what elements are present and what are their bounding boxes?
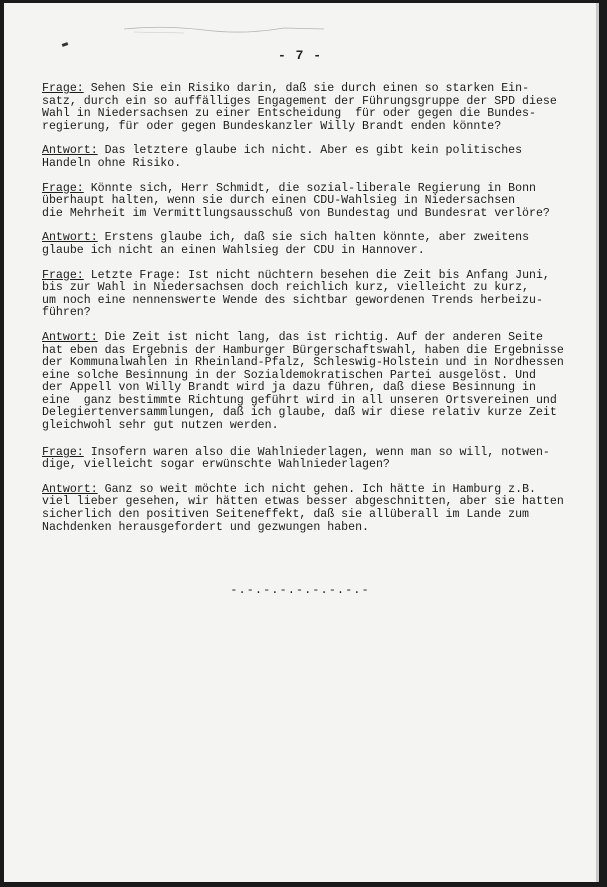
- line-text: um noch eine nennenswerte Wende des sichtbar gewordenen Trends herbeizu-: [42, 293, 543, 307]
- line-text: gleichwohl sehr gut nutzen werden.: [42, 419, 279, 433]
- paragraph-question: [42, 447, 572, 472]
- paragraph-answer: [42, 232, 572, 257]
- scan-mark: [62, 42, 69, 47]
- line-text: Letzte Frage: Ist nicht nüchtern besehen die Zeit bis Anfang Juni,: [83, 268, 550, 282]
- speaker-label: Antwort:: [42, 330, 98, 344]
- paragraph-answer: [42, 332, 572, 433]
- speaker-label: Antwort:: [42, 231, 98, 245]
- text-line: [42, 522, 572, 535]
- text-line: [42, 245, 572, 258]
- line-text: satz, durch ein so auffälliges Engagement der Führungsgruppe der SPD diese: [42, 94, 557, 108]
- line-text: Delegiertenversammlungen, daß ich glaube, daß wir diese relativ kurze Zeit: [42, 406, 557, 420]
- line-text: Das letztere glaube ich nicht. Aber es gibt kein politisches: [97, 144, 523, 158]
- line-text: regierung, für oder gegen Bundeskanzler Willy Brandt enden könnte?: [42, 119, 502, 133]
- speaker-label: Antwort:: [42, 482, 98, 496]
- line-text: eine ganz bestimmte Richtung geführt wird in all unseren Ortsvereinen und: [42, 393, 557, 407]
- line-text: überhaupt halten, wenn sie durch einen CDU-Wahlsieg in Niedersachsen: [42, 194, 516, 208]
- line-text: glaube ich nicht an einen Wahlsieg der CDU in Hannover.: [42, 243, 425, 257]
- text-line: [42, 158, 572, 171]
- speaker-label: Frage:: [42, 82, 84, 95]
- text-line: [42, 420, 572, 433]
- speaker-label: Frage:: [42, 181, 84, 195]
- line-text: Sehen Sie ein Risiko darin, daß sie durch einen so starken Ein-: [83, 82, 530, 95]
- page-number: - 7 -: [277, 48, 322, 63]
- paragraph-question: [42, 83, 572, 133]
- text-line: [42, 295, 572, 308]
- line-text: der Appell von Willy Brandt wird ja dazu führen, daß diese Besinnung in: [42, 381, 536, 395]
- document-page: [4, 3, 599, 882]
- line-text: der Kommunalwahlen in Rheinland-Pfalz, Schleswig-Holstein und in Nordhessen: [42, 356, 564, 370]
- paragraph-answer: [42, 484, 572, 534]
- paragraph-question: [42, 270, 572, 320]
- line-text: hat eben das Ergebnis der Hamburger Bürgerschaftswahl, haben die Ergebnisse: [42, 343, 564, 357]
- line-text: Nachdenken herausgefordert und gezwungen haben.: [42, 520, 369, 534]
- speaker-label: Frage:: [42, 268, 84, 282]
- line-text: die Mehrheit im Vermittlungsausschuß von Bundestag und Bundesrat verlöre?: [42, 206, 550, 220]
- line-text: Ganz so weit möchte ich nicht gehen. Ich hätte in Hamburg z.B.: [97, 482, 536, 496]
- text-line: [42, 307, 572, 320]
- text-line: [42, 208, 572, 221]
- paragraph-answer: [42, 145, 572, 170]
- line-text: Könnte sich, Herr Schmidt, die sozial-liberale Regierung in Bonn: [83, 181, 536, 195]
- text-line: [42, 121, 572, 134]
- line-text: Insofern waren also die Wahlniederlagen, wenn man so will, notwen-: [83, 445, 550, 459]
- speaker-label: Antwort:: [42, 144, 98, 158]
- scan-artifact-top: [124, 21, 324, 35]
- speaker-label: Frage:: [42, 445, 84, 459]
- line-text: eine solche Besinnung in der Sozialdemokratischen Partei ausgelöst. Und: [42, 368, 536, 382]
- line-text: dige, vielleicht sogar erwünschte Wahlniederlagen?: [42, 458, 390, 472]
- text-line: [42, 459, 572, 472]
- line-text: führen?: [42, 306, 91, 320]
- line-text: bis zur Wahl in Niedersachsen doch reichlich kurz, vielleicht zu kurz,: [42, 281, 530, 295]
- end-mark: -.-.-.-.-.-.-.-.-: [230, 583, 370, 597]
- line-text: viel lieber gesehen, wir hätten etwas besser abgeschnitten, aber sie hatten: [42, 495, 564, 509]
- line-text: Die Zeit ist nicht lang, das ist richtig. Auf der anderen Seite: [97, 330, 543, 344]
- line-text: sicherlich den positiven Seiteneffekt, daß sie allüberall im Lande zum: [42, 508, 530, 522]
- line-text: Wahl in Niedersachsen zu einer Entscheidung für oder gegen die Bundes-: [42, 107, 536, 121]
- line-text: Handeln ohne Risiko.: [42, 156, 182, 170]
- line-text: Erstens glaube ich, daß sie sich halten könnte, aber zweitens: [97, 231, 530, 245]
- paragraph-question: [42, 183, 572, 221]
- interview-text: [42, 83, 572, 546]
